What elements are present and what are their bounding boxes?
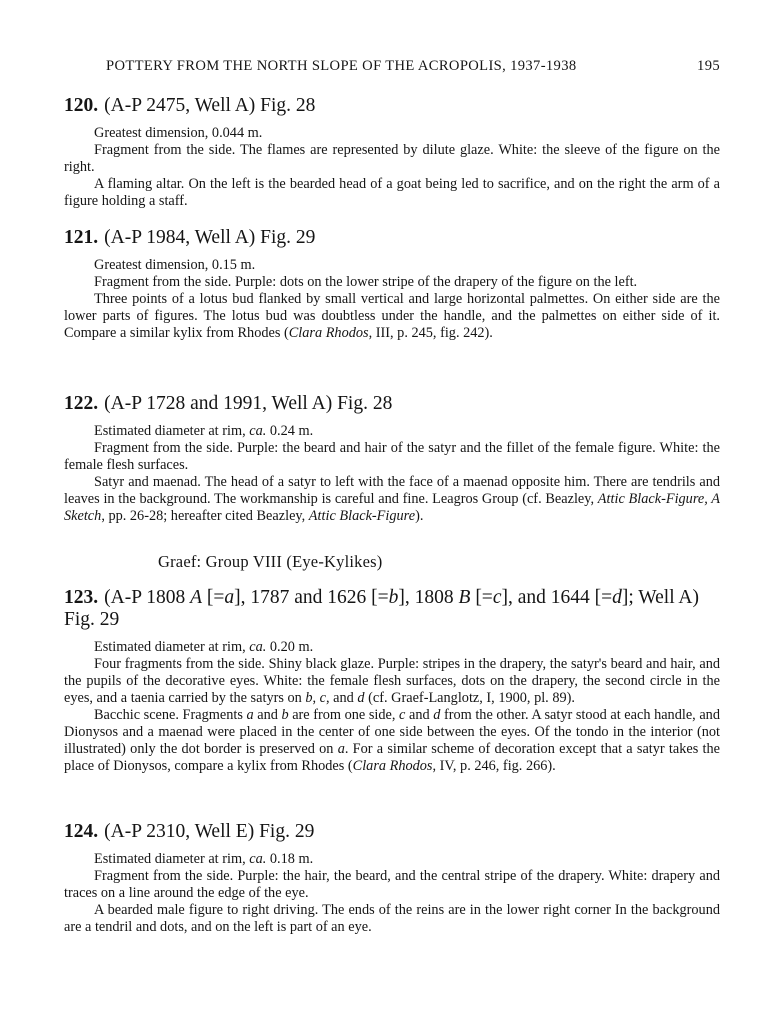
fragment-letter: b: [305, 690, 313, 706]
page-number: 195: [697, 58, 720, 74]
entry-reference: [64, 587, 699, 630]
text-run: ,: [312, 690, 320, 706]
fragment-letter: a: [224, 587, 235, 608]
fragment-letter: c: [492, 587, 502, 608]
entry-description: Fragment from the side. The flames are represented by dilute glaze. White: the sleeve of the figure on the right.: [64, 142, 720, 175]
entry-heading: [64, 393, 720, 415]
entry-body: [64, 851, 720, 936]
text-run: Estimated diameter at rim,: [94, 639, 250, 655]
text-run: ]; Well A) Fig. 29: [64, 587, 700, 630]
entry-reference: (A-P 2475, Well A) Fig. 28: [104, 95, 316, 116]
entry-heading: [64, 821, 720, 843]
entry-reference: (A-P 1728 and 1991, Well A) Fig. 28: [104, 393, 393, 414]
fragment-letter: a: [337, 741, 345, 757]
entry-number: 122.: [64, 393, 99, 414]
text-run: 0.20 m.: [266, 639, 314, 655]
entry-dimension: [64, 423, 720, 440]
citation-title: Clara Rhodos: [288, 325, 369, 341]
text-run: [=: [202, 587, 225, 608]
text-run: ], and 1644 [=: [501, 587, 613, 608]
abbreviation: ca.: [249, 851, 267, 867]
fragment-letter: B: [458, 587, 471, 608]
fragment-letter: b: [388, 587, 399, 608]
catalog-entry-120: [64, 95, 720, 210]
text-run: [=: [470, 587, 493, 608]
text-run: , pp. 26-28; hereafter cited Beazley,: [101, 508, 309, 524]
entry-description: Fragment from the side. Purple: the beard and hair of the satyr and the fillet of the female figure. White: the female flesh surfaces.: [64, 440, 720, 473]
running-head: [106, 58, 722, 78]
catalog-entry-124: [64, 821, 720, 936]
fragment-letter: a: [246, 707, 254, 723]
fragment-letter: d: [612, 587, 622, 608]
fragment-letter: b: [281, 707, 289, 723]
text-run: , IV, p. 246, fig. 266).: [432, 758, 556, 774]
entry-reference: (A-P 2310, Well E) Fig. 29: [104, 821, 315, 842]
text-run: are from one side,: [288, 707, 400, 723]
entry-body: [64, 639, 720, 775]
text-run: Bacchic scene. Fragments: [94, 707, 247, 723]
entry-description: Fragment from the side. Purple: dots on the lower stripe of the drapery of the figure on the left.: [94, 274, 638, 290]
entry-number: 124.: [64, 821, 99, 842]
fragment-letter: d: [433, 707, 441, 723]
text-run: Estimated diameter at rim,: [94, 851, 250, 867]
entry-reference: (A-P 1984, Well A) Fig. 29: [104, 227, 316, 248]
entry-dimension: [64, 639, 720, 656]
entry-scene: [64, 474, 720, 525]
text-run: ).: [415, 508, 424, 524]
abbreviation: ca.: [249, 639, 267, 655]
entry-scene: A bearded male figure to right driving. The ends of the reins are in the lower right corner In the background are a tendril and dots, and on the left is part of an eye.: [64, 902, 720, 935]
text-run: from the other. A satyr stood at each handle, and Dionysos and a maenad were placed in the center of one side between the eyes. Of the tondo in the interior (not illustrated) only the dot border is preserved on: [64, 707, 720, 757]
text-run: Estimated diameter at rim,: [94, 423, 250, 439]
entry-heading: [64, 95, 720, 117]
entry-scene: [64, 291, 720, 342]
section-heading: Graef: Group VIII (Eye-Kylikes): [158, 552, 383, 571]
entry-description: [64, 656, 720, 707]
citation-title: Attic Black-Figure: [308, 508, 416, 524]
entry-heading: [64, 227, 720, 249]
text-run: ], 1787 and 1626 [=: [234, 587, 389, 608]
entry-dimension: Greatest dimension, 0.15 m.: [94, 257, 256, 273]
text-run: Satyr and maenad. The head of a satyr to left with the face of a maenad opposite him. There are tendrils and leaves in the background. The workmanship is careful and fine. Leagros Group (cf. Beazley,: [64, 474, 720, 507]
text-run: and: [253, 707, 282, 723]
text-run: Four fragments from the side. Shiny black glaze. Purple: stripes in the drapery, the satyr's beard and hair, and the pupils of the decorative eyes. White: the female flesh surfaces, dots on the drapery, the second circle in the eyes, and a taenia carried by the satyrs on: [64, 656, 720, 706]
text-run: Three points of a lotus bud flanked by small vertical and large horizontal palmettes. On either side are the lower parts of figures. The lotus bud was doubtless under the handle, and the palmettes on either side of it. Compare a similar kylix from Rhodes (: [64, 291, 720, 341]
entry-body: [64, 125, 720, 210]
entry-dimension: [64, 851, 720, 868]
entry-heading: [64, 587, 720, 631]
entry-number: 123.: [64, 587, 99, 608]
entry-body: [64, 257, 720, 342]
text-run: , and: [326, 690, 358, 706]
citation-title: Attic Black-Figure, A Sketch: [64, 491, 720, 524]
fragment-letter: c: [319, 690, 327, 706]
catalog-entry-122: [64, 393, 720, 525]
abbreviation: ca.: [249, 423, 267, 439]
catalog-entry-121: [64, 227, 720, 342]
entry-number: 120.: [64, 95, 99, 116]
text-run: and: [405, 707, 434, 723]
entry-dimension: Greatest dimension, 0.044 m.: [94, 125, 263, 141]
text-run: (cf. Graef-Langlotz, I, 1900, pl. 89).: [364, 690, 575, 706]
running-head-title: POTTERY FROM THE NORTH SLOPE OF THE ACROPOLIS, 1937-1938: [106, 58, 577, 74]
fragment-letter: c: [399, 707, 406, 723]
entry-scene: A flaming altar. On the left is the bearded head of a goat being led to sacrifice, and on the right the arm of a figure holding a staff.: [64, 176, 720, 209]
entry-scene: [64, 707, 720, 775]
fragment-letter: A: [190, 587, 202, 608]
text-run: , III, p. 245, fig. 242).: [368, 325, 493, 341]
catalog-entry-123: [64, 587, 720, 775]
text-run: (A-P 1808: [104, 587, 191, 608]
text-run: 0.18 m.: [266, 851, 314, 867]
entry-number: 121.: [64, 227, 99, 248]
entry-body: [64, 423, 720, 525]
text-run: . For a similar scheme of decoration except that a satyr takes the place of Dionysos, compare a kylix from Rhodes (: [64, 741, 720, 774]
entry-description: Fragment from the side. Purple: the hair, the beard, and the central stripe of the drapery. White: drapery and traces on a line around the edge of the eye.: [64, 868, 720, 901]
text-run: ], 1808: [398, 587, 459, 608]
citation-title: Clara Rhodos: [352, 758, 433, 774]
fragment-letter: d: [357, 690, 365, 706]
text-run: 0.24 m.: [266, 423, 314, 439]
